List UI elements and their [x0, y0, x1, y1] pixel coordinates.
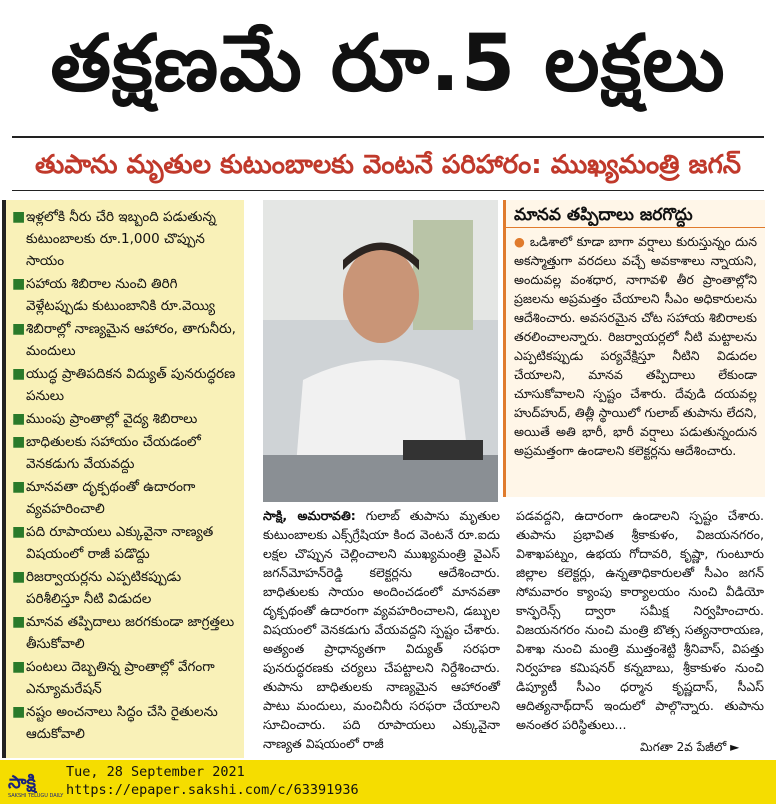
bullet-icon: ■ [12, 411, 26, 427]
continued-note: మిగతా 2వ పేజీలో ► [640, 740, 740, 754]
bullet-icon: ■ [12, 479, 26, 495]
bullet-icon: ■ [12, 321, 26, 337]
highlight-text: ముంపు ప్రాంతాల్లో వైద్య శిబిరాలు [26, 411, 198, 427]
headline-block [0, 0, 776, 140]
sakshi-logo [6, 766, 64, 800]
highlight-text: పది రూపాయలు ఎక్కువైనా నాణ్యత విషయంలో రాజీ పడొద్దు [26, 524, 214, 562]
highlights-box [2, 200, 244, 758]
highlight-text: బాధితులకు సహాయం చేయడంలో వెనకడుగు వేయవద్దు [26, 434, 201, 472]
highlight-text: మానవ తప్పిదాలు జరగకుండా జాగ్రత్తలు తీసుకోవాలి [26, 614, 235, 652]
highlight-item [12, 273, 238, 317]
bullet-icon: ■ [12, 276, 26, 292]
bullet-icon: ■ [12, 434, 26, 450]
highlight-item [12, 408, 238, 430]
headline: తక్షణమే రూ.5 లక్షలు [50, 19, 726, 109]
bullet-icon: ■ [12, 659, 26, 675]
highlight-text: రిజర్వాయర్లను ఎప్పటికప్పుడు పరిశీలిస్తూ నీటి విడుదల [26, 569, 182, 607]
dateline: సాక్షి, అమరావతి: [263, 508, 356, 523]
bullet-icon: ■ [12, 704, 26, 720]
subheadline: తుపాను మృతుల కుటుంబాలకు వెంటనే పరిహారం: ముఖ్యమంత్రి జగన్ [35, 150, 741, 180]
highlight-text: ఇళ్లలోకి నీరు చేరి ఇబ్బంది పడుతున్న కుటుంబాలకు రూ.1,000 చొప్పున సాయం [26, 209, 216, 269]
highlight-item [12, 318, 238, 362]
bullet-icon: ● [514, 234, 530, 249]
sidebox-title: మానవ తప్పిదాలు జరగొద్దు [506, 200, 765, 228]
bullet-icon: ■ [12, 366, 26, 382]
sidebox-body [506, 228, 765, 460]
highlight-item [12, 476, 238, 520]
highlight-text: పంటలు దెబ్బతిన్న ప్రాంతాల్లో వేగంగా ఎన్యూమరేషన్ [26, 659, 215, 697]
highlight-item [12, 656, 238, 700]
highlight-item [12, 701, 238, 745]
highlight-item [12, 206, 238, 272]
sidebox-text: ఒడిశాలో కూడా బాగా వర్షాలు కురుస్తున్నం దున అకస్మాత్తుగా వరదలు వచ్చే అవకాశాలు న్నాయని, అందువల్ల వంశధార, నాగావళి తీర ప్రాంతాల్లోని ప్రజలను అప్రమత్తం చేయాలని సీఎం అధికారులను ఆదేశించారు. అవసరమైన చోట సహాయ శిబిరాలకు తరలించాలన్నారు. రిజర్వాయర్లలో నీటి మట్టాలను ఎప్పటికప్పుడు పర్యవేక్షిస్తూ నీటిని విడుదల చేయాలని, మానవ తప్పిదాలు లేకుండా చూసుకోవాలని స్పష్టం చేశారు. దేవుడి దయవల్ల హుద్‌హుద్, తిత్లీ స్థాయిలో గులాబ్ తుపాను లేదని, అయితే అతి భారీ, భారీ వర్షాలు పడుతున్నందున అప్రమత్తంగా ఉండాలని కలెక్టర్లను ఆదేశించారు. [514, 234, 757, 458]
highlight-item [12, 521, 238, 565]
article-col-2 [516, 506, 764, 732]
bullet-icon: ■ [12, 209, 26, 225]
cm-photo [263, 200, 498, 502]
footer-bar [0, 760, 776, 804]
highlight-item [12, 363, 238, 407]
highlight-item [12, 431, 238, 475]
highlight-text: సహాయ శిబిరాల నుంచి తిరిగి వెళ్లేటప్పుడు కుటుంబానికి రూ.వెయ్యి [26, 276, 216, 314]
divider [12, 136, 764, 138]
article-col-1-text: గులాబ్ తుపాను మృతుల కుటుంబాలకు ఎక్స్‌గ్రేషియా కింద వెంటనే రూ.ఐదు లక్షల చొప్పున చెల్లించాలని ముఖ్యమంత్రి వైఎస్ జగన్‌మోహన్‌రెడ్డి కలెక్టర్లను ఆదేశించారు. బాధితులకు సాయం అందించడంలో మానవతా దృక్పథంతో ఉదారంగా వ్యవహరించాలని, డబ్బుల విషయంలో వెనకడుగు వేయవద్దని స్పష్టం చేశారు. అత్యంత ప్రాధాన్యతగా విద్యుత్ సరఫరా పునరుద్ధరణకు చర్యలు చేపట్టాలని నిర్దేశించారు. తుపాను బాధితులకు నాణ్యమైన ఆహారంతో పాటు మందులు, మంచినీరు సరఫరా చేయాలని సూచించారు. పది రూపాయలు ఎక్కువైనా నాణ్యత విషయంలో రాజీ [263, 508, 500, 751]
article-col-2-text: పడవద్దని, ఉదారంగా ఉండాలని స్పష్టం చేశారు. తుపాను ప్రభావిత శ్రీకాకుళం, విజయనగరం, విశాఖపట్నం, ఉభయ గోదావరి, కృష్ణా, గుంటూరు జిల్లాల కలెక్టర్లు, ఉన్నతాధికారులతో సీఎం జగన్ సోమవారం క్యాంపు కార్యాలయం నుంచి వీడియో కాన్ఫరెన్స్ ద్వారా సమీక్ష నిర్వహించారు. విజయనగరం నుంచి మంత్రి బొత్స సత్యనారాయణ, విశాఖ నుంచి మంత్రి ముత్తంశెట్టి శ్రీనివాస్, విపత్తు నిర్వహణ కమిషనర్ కన్నబాబు, శ్రీకాకుళం నుంచి డిప్యూటీ సీఎం ధర్మాన కృష్ణదాస్, సీఎస్ ఆదిత్యనాథ్‌దాస్ ఇందులో పాల్గొన్నారు. తుపాను అనంతర పరిస్థితులు... [516, 508, 764, 732]
footer-text [66, 763, 359, 799]
bullet-icon: ■ [12, 614, 26, 630]
epaper-url[interactable]: https://epaper.sakshi.com/c/63391936 [66, 782, 359, 798]
bullet-icon: ■ [12, 524, 26, 540]
svg-text:సాక్షి: సాక్షి [8, 772, 36, 793]
svg-text:SAKSHI TELUGU DAILY: SAKSHI TELUGU DAILY [8, 793, 64, 799]
issue-date: Tue, 28 September 2021 [66, 764, 245, 780]
divider [12, 190, 764, 191]
highlight-text: శిబిరాల్లో నాణ్యమైన ఆహారం, తాగునీరు, మందులు [26, 321, 236, 359]
highlight-text: యుద్ధ ప్రాతిపదికన విద్యుత్ పునరుద్ధరణ పనులు [26, 366, 236, 404]
highlight-text: మానవతా దృక్పథంతో ఉదారంగా వ్యవహరించాలి [26, 479, 196, 517]
bullet-icon: ■ [12, 569, 26, 585]
highlight-item [12, 566, 238, 610]
highlight-text: నష్టం అంచనాలు సిద్ధం చేసి రైతులను ఆదుకోవాలి [26, 704, 218, 742]
article-col-1 [263, 506, 500, 751]
sidebox [503, 200, 765, 497]
highlight-item [12, 611, 238, 655]
